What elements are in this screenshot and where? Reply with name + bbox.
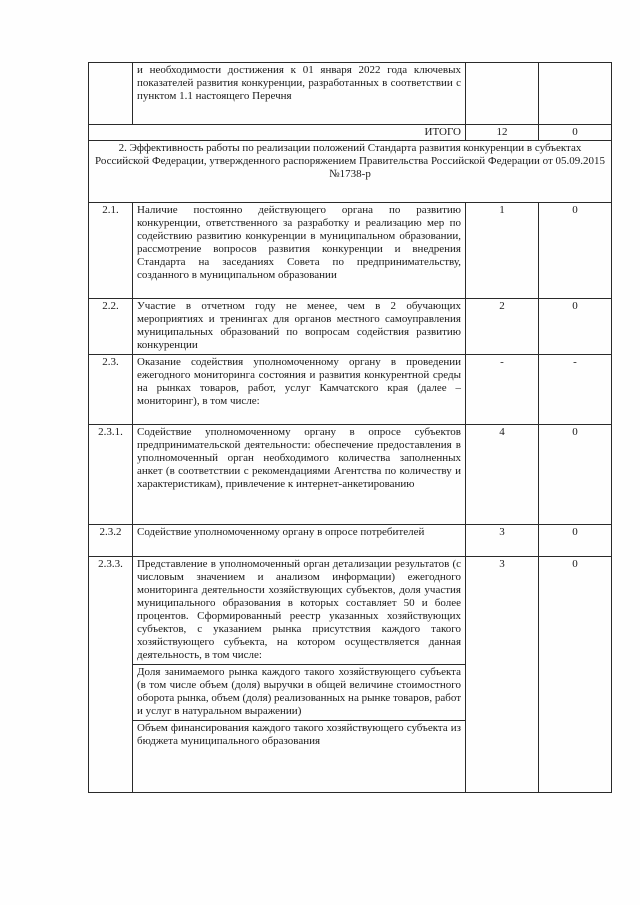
item-description: Содействие уполномоченному органу в опросе потребителей (133, 525, 466, 557)
value-cell: 3 (466, 525, 539, 557)
table-row (89, 525, 612, 557)
value-cell: - (539, 355, 612, 425)
sub-item: Объем финансирования каждого такого хозяйствующего субъекта из бюджета муниципального образования (133, 720, 465, 748)
section-title: 2. Эффективность работы по реализации положений Стандарта развития конкуренции в субъектах Российской Федерации, утвержденного распоряжением Правительства Российской Федерации от 05.09.2015 №1738-р (89, 141, 612, 203)
value-cell: 4 (466, 425, 539, 525)
value-cell: 0 (539, 203, 612, 299)
value-cell: - (466, 355, 539, 425)
item-description: Оказание содействия уполномоченному органу в проведении ежегодного мониторинга состояния и развития конкурентной среды на рынках товаров, работ, услуг Камчатского края (далее – мониторинг), в том числе: (133, 355, 466, 425)
total-row (89, 125, 612, 141)
value-cell: 3 (466, 557, 539, 793)
item-number: 2.3.3. (89, 557, 133, 793)
sub-item: Доля занимаемого рынка каждого такого хозяйствующего субъекта (в том числе объем (доля) выручки в общей величине стоимостного оборота рынка, объем (доля) реализованных на рынке товаров, работ и услуг в натуральном выражении) (133, 664, 465, 718)
table-row (89, 425, 612, 525)
total-label: ИТОГО (89, 125, 466, 141)
table-row (89, 63, 612, 125)
total-value: 12 (466, 125, 539, 141)
value-cell: 0 (539, 425, 612, 525)
item-main-text: Представление в уполномоченный орган детализации результатов (с числовым значением и анализом информации) ежегодного мониторинга деятельности хозяйствующих субъектов, доля участия муниципального образования в которых составляет 50 и более процентов. Сформированный реестр указанных хозяйствующих субъектов, с указанием рынка присутствия каждого такого хозяйствующего субъекта, на котором осуществляется данная деятельность, в том числе: (137, 558, 461, 661)
section-heading-row (89, 141, 612, 203)
value-cell: 0 (539, 557, 612, 793)
value-cell (539, 63, 612, 125)
value-cell: 2 (466, 299, 539, 355)
table-row (89, 299, 612, 355)
item-description: Участие в отчетном году не менее, чем в 2 обучающих мероприятиях и тренингах для органов местного самоуправления муниципальных образований по вопросам содействия развитию конкуренции (133, 299, 466, 355)
item-number: 2.3. (89, 355, 133, 425)
item-description: Содействие уполномоченному органу в опросе субъектов предпринимательской деятельности: обеспечение предоставления в уполномоченный орган необходимого количества заполненных анкет (в соответствии с рекомендациями Агентства по количеству и характеристикам), привлечение к интернет-анкетированию (133, 425, 466, 525)
row-description: и необходимости достижения к 01 января 2022 года ключевых показателей развития конкуренции, разработанных в соответствии с пунктом 1.1 настоящего Перечня (133, 63, 466, 125)
value-cell (466, 63, 539, 125)
table-row (89, 355, 612, 425)
item-number: 2.3.1. (89, 425, 133, 525)
value-cell: 0 (539, 299, 612, 355)
item-description: Наличие постоянно действующего органа по развитию конкуренции, ответственного за разработку и реализацию мер по содействию развитию конкуренции в муниципальном образовании, рассмотрение вопросов развития конкуренции и внедрения Стандарта на заседаниях Совета по предпринимательству, созданного в муниципальном образовании (133, 203, 466, 299)
value-cell: 0 (539, 525, 612, 557)
total-value: 0 (539, 125, 612, 141)
item-number: 2.2. (89, 299, 133, 355)
row-number (89, 63, 133, 125)
item-description (133, 557, 466, 793)
value-cell: 1 (466, 203, 539, 299)
table-row (89, 557, 612, 793)
table-row (89, 203, 612, 299)
item-number: 2.1. (89, 203, 133, 299)
criteria-table (88, 62, 612, 793)
item-number: 2.3.2 (89, 525, 133, 557)
